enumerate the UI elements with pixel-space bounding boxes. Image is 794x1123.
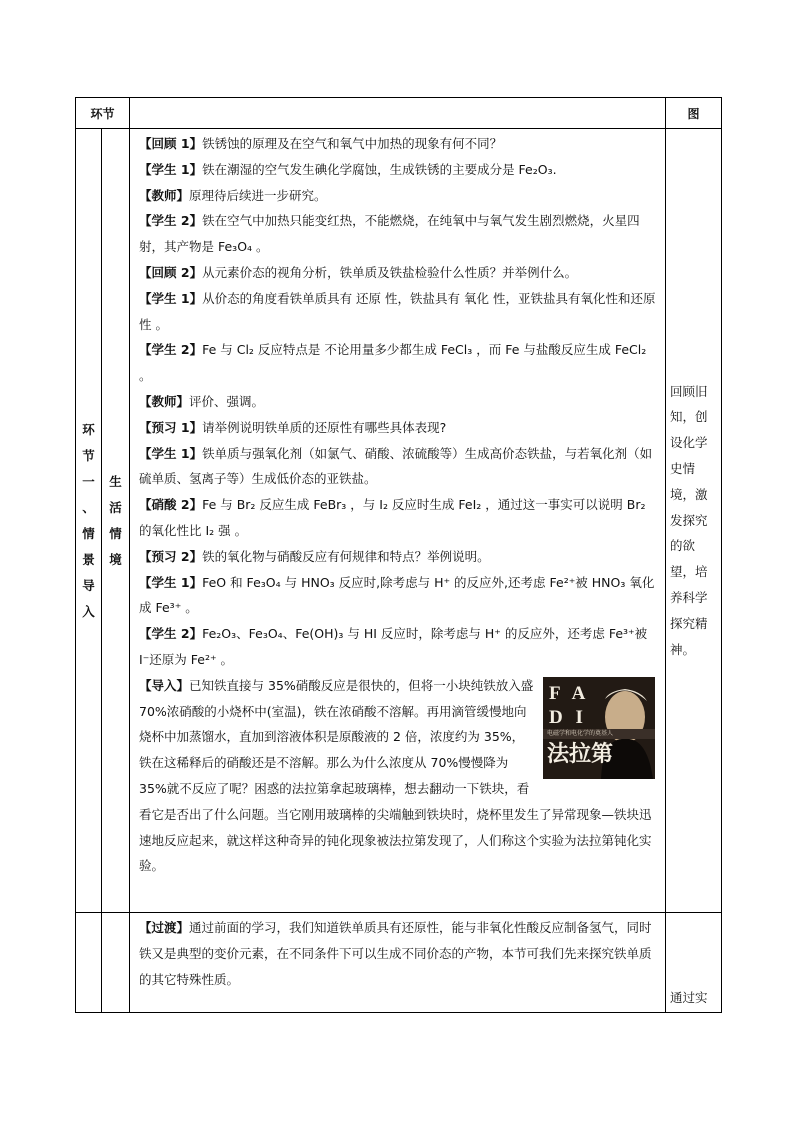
paragraph: 【学生 1】铁在潮湿的空气发生碘化学腐蚀，生成铁锈的主要成分是 Fe₂O₃. — [139, 161, 557, 177]
section1-label: 环 节 一 、 情 景 导 入 — [76, 129, 102, 913]
paragraph: 【预习 1】请举例说明铁单质的还原性有哪些具体表现? — [139, 419, 447, 435]
section2-label — [76, 913, 102, 1013]
paragraph: 【回顾 2】从元素价态的视角分析，铁单质及铁盐检验什么性质？并举例什么。 — [139, 264, 578, 280]
book-letters-mid: D I — [549, 706, 587, 728]
paragraph: 【教师】原理待后续进一步研究。 — [139, 187, 327, 203]
faraday-book-cover-image — [543, 677, 655, 779]
lesson-table — [75, 97, 722, 1013]
book-banner: 电磁学和电化学的奠基人 — [547, 729, 614, 737]
paragraph: 【过渡】通过前面的学习，我们知道铁单质具有还原性，能与非氧化性酸反应制备氢气，同时铁又是典型的变价元素，在不同条件下可以生成不同价态的产物，本节可我们先来探究铁单质的其它特殊性质。 — [139, 920, 652, 987]
intro-paragraph: F A D I 电磁学和电化学的奠基人 法拉第 【导入】已知铁直接与 35%硝酸反应是很快的，但将一小块纯铁放入盛 70%浓硝酸的小烧杯中(室温)，铁在浓硝酸不溶解。再用滴管缓慢地向烧杯中加蒸馏水，直加到溶液体积是原酸液的 2 倍，浓度约为 35%，铁在这稀释后的硝酸还是不溶解。那么为什么浓度从 70%慢慢降为 35%就不反应了呢？困惑的法拉第拿起玻璃棒，想去翻动一下铁块，看看它是否出了什么问题。当它刚用玻璃棒的尖端触到铁块时，烧杯里发生了异常现象—铁块迅速地反应起来，就这样这种奇异的钝化现象被法拉第发现了，人们称这个实验为法拉第钝化实验。 — [139, 673, 659, 879]
book-letters-top: F A — [549, 682, 590, 704]
paragraph: 【回顾 1】铁锈蚀的原理及在空气和氧气中加热的现象有何不同？ — [139, 136, 503, 151]
paragraph: 【学生 2】Fe₂O₃、Fe₃O₄、Fe(OH)₃ 与 HI 反应时，除考虑与 H⁺ 的反应外，还考虑 Fe³⁺被 I⁻还原为 Fe²⁺ 。 — [139, 626, 648, 667]
section2-row — [76, 913, 722, 1013]
paragraph: 【学生 2】Fe 与 Cl₂ 反应特点是 不论用量多少都生成 FeCl₃ ，而 Fe 与盐酸反应生成 FeCl₂ 。 — [139, 342, 647, 384]
paragraph: 【教师】评价、强调。 — [139, 393, 265, 409]
section1-sublabel: 生 活 情 境 — [102, 129, 130, 913]
paragraph: 【学生 1】从价态的角度看铁单质具有 还原 性，铁盐具有 氧化 性，亚铁盐具有氧化性和还原性 。 — [139, 290, 656, 332]
paragraph: 【学生 1】FeO 和 Fe₃O₄ 与 HNO₃ 反应时,除考虑与 H⁺ 的反应外,还考虑 Fe²⁺被 HNO₃ 氧化成 Fe³⁺ 。 — [139, 574, 655, 616]
section2-content — [130, 913, 666, 1013]
header-section: 环节 — [76, 98, 130, 129]
header-content — [130, 98, 666, 129]
paragraph: 【硝酸 2】Fe 与 Br₂ 反应生成 FeBr₃ ，与 I₂ 反应时生成 FeI₂ ，通过这一事实可以说明 Br₂ 的氧化性比 I₂ 强 。 — [139, 497, 646, 538]
section1-content — [130, 129, 666, 913]
book-title: 法拉第 — [547, 740, 614, 767]
header-figure: 图 — [666, 98, 722, 129]
section2-side-note: 通过实 — [666, 913, 722, 1013]
section1-side-note: 回顾旧知，创设化学史情境，激发探究的欲望，培养科学探究精神。 — [666, 129, 722, 913]
section1-row — [76, 129, 722, 913]
paragraph: 【学生 1】铁单质与强氧化剂（如氯气、硝酸、浓硫酸等）生成高价态铁盐，与若氧化剂（如硫单质、氢离子等）生成低价态的亚铁盐。 — [139, 445, 653, 487]
paragraph: 【学生 2】铁在空气中加热只能变红热，不能燃烧，在纯氧中与氧气发生剧烈燃烧，火星四射，其产物是 Fe₃O₄ 。 — [139, 213, 640, 255]
header-row — [76, 98, 722, 129]
paragraph: 【预习 2】铁的氧化物与硝酸反应有何规律和特点？举例说明。 — [139, 548, 490, 564]
section2-sublabel — [102, 913, 130, 1013]
